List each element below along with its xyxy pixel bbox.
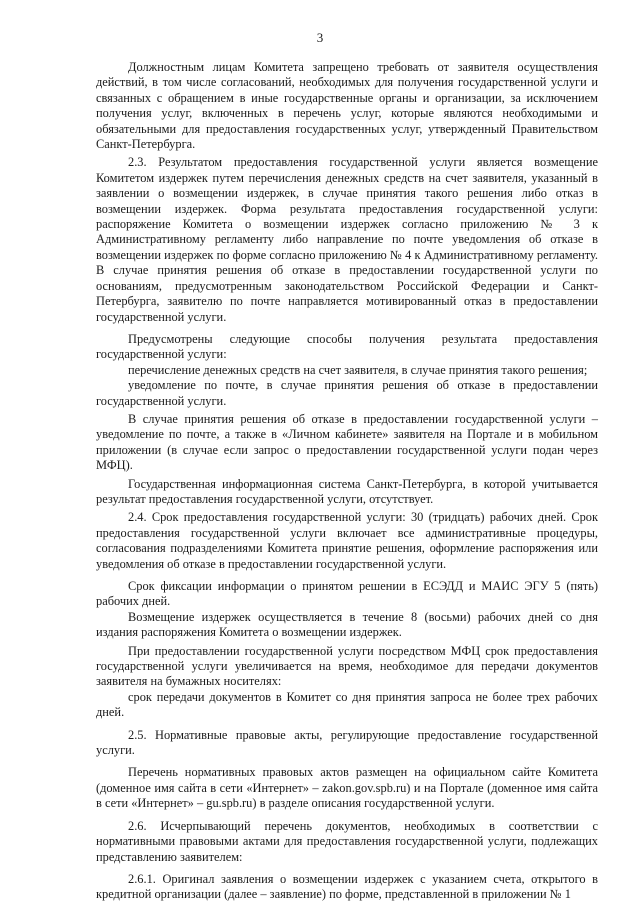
paragraph-2-4-term: 2.4. Срок предоставления государственной услуги: 30 (тридцать) рабочих дней. Срок предоставления государственной услуги включает все административные процедуры, согласования подразделениями Комитета принятие решения, оформление распоряжения или уведомления об отказе в предоставлении государственной услуги. — [96, 510, 598, 571]
document-body — [96, 60, 598, 903]
paragraph-info-system: Государственная информационная система Санкт-Петербурга, в которой учитывается результат предоставления государственной услуги, отсутствует. — [96, 476, 598, 506]
paragraph-method-transfer: перечисление денежных средств на счет заявителя, в случае принятия такого решения; — [128, 362, 588, 377]
paragraph-2-5-acts: 2.5. Нормативные правовые акты, регулирующие предоставление государственной услуги. — [96, 727, 598, 758]
paragraph-fixation-term: Срок фиксации информации о принятом решении в ЕСЭДД и МАИС ЭГУ 5 (пять) рабочих дней. — [96, 579, 598, 609]
paragraph-refusal-notice: В случае принятия решения об отказе в предоставлении государственной услуги – уведомление по почте, а также в «Личном кабинете» заявителя на Портале и в мобильном приложении (в случае если запрос о предоставлении государственной услуги подан через МФЦ). — [96, 411, 598, 473]
paragraph-result-methods: Предусмотрены следующие способы получения результата предоставления государственной услуги: — [96, 331, 598, 362]
paragraph-2-6-documents: 2.6. Исчерпывающий перечень документов, необходимых в соответствии с нормативными правовыми актами для предоставления государственной услуги, подлежащих представлению заявителем: — [96, 818, 598, 864]
paragraph-transfer-term: срок передачи документов в Комитет со дня принятия запроса не более трех рабочих дней. — [96, 689, 598, 720]
paragraph-mfc-term: При предоставлении государственной услуги посредством МФЦ срок предоставления государственной услуги увеличивается на время, необходимое для передачи документов заявителя на бумажных носителях: — [96, 643, 598, 689]
paragraph-2-6-1-application: 2.6.1. Оригинал заявления о возмещении издержек с указанием счета, открытого в кредитной организации (далее – заявление) по форме, представленной в приложении № 1 — [96, 871, 598, 902]
paragraph-obligations: Должностным лицам Комитета запрещено требовать от заявителя осуществления действий, в том числе согласований, необходимых для получения государственной услуги и связанных с обращением в иные государственные органы и организации, за исключением получения услуг, включенных в перечень услуг, которые являются необходимыми и обязательными для предоставления государственных услуг, утвержденный Правительством Санкт-Петербурга. — [96, 60, 598, 152]
paragraph-2-3-result: 2.3. Результатом предоставления государственной услуги является возмещение Комитетом издержек путем перечисления денежных средств на счет заявителя, указанный в заявлении о возмещении издержек, в случае принятия такого решения либо отказ в возмещении издержек. Форма результата предоставления государственной услуги: распоряжение Комитета о возмещении издержек согласно приложению № 3 к Административному регламенту либо направление по почте уведомления об отказе в возмещении издержек по форме согласно приложению № 4 к Административному регламенту. В случае принятия решения об отказе в предоставлении государственной услуги по основаниям, предусмотренным законодательством Российской Федерации и Санкт-Петербурга, заявителю по почте направляется мотивированный отказ в предоставлении государственной услуги. — [96, 155, 598, 324]
paragraph-method-mail: уведомление по почте, в случае принятия решения об отказе в предоставлении государственной услуги. — [96, 378, 598, 408]
page-number: 3 — [316, 30, 324, 45]
paragraph-reimbursement-term: Возмещение издержек осуществляется в течение 8 (восьми) рабочих дней со дня издания распоряжения Комитета о возмещении издержек. — [96, 609, 598, 640]
paragraph-acts-list: Перечень нормативных правовых актов размещен на официальном сайте Комитета (доменное имя сайта в сети «Интернет» – zakon.gov.spb.ru) и на Портале (доменное имя сайта в сети «Интернет» – gu.spb.ru) в разделе описания государственной услуги. — [96, 765, 598, 811]
